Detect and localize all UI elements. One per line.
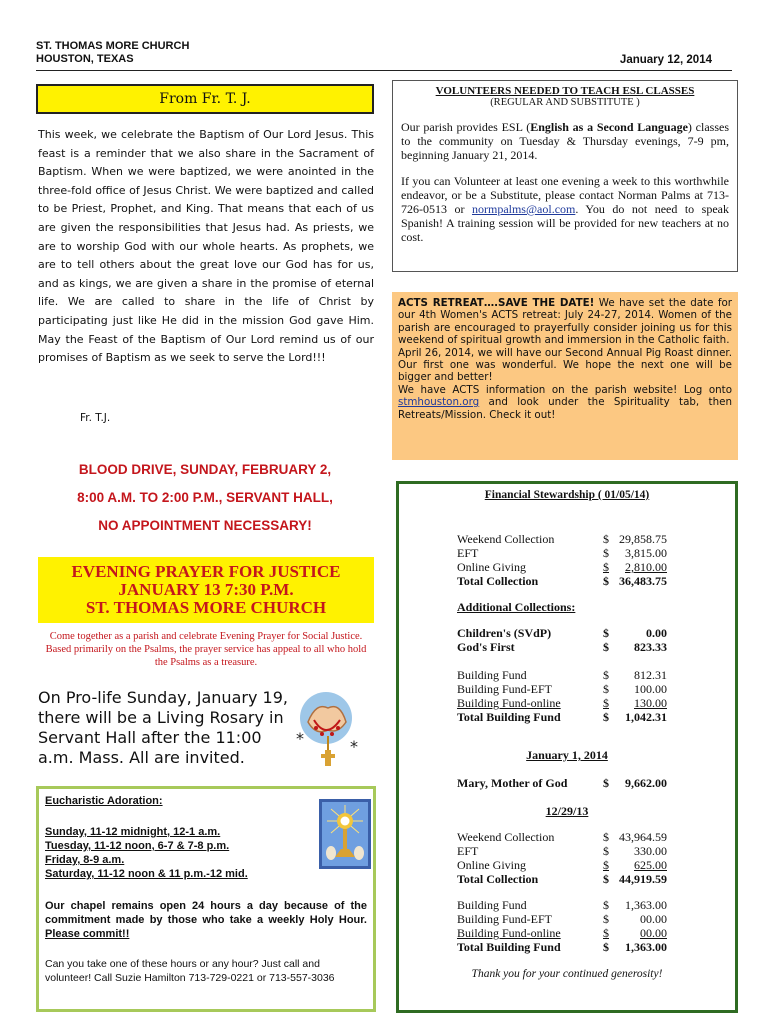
adoration-saturday: Saturday, 11-12 noon & 11 p.m.-12 mid. bbox=[45, 868, 248, 880]
church-name: ST. THOMAS MORE CHURCH bbox=[36, 40, 190, 52]
additional-row-svdp: Children's (SVdP) $ 0.00 bbox=[457, 626, 667, 640]
week2-row-weekend: Weekend Collection $ 43,964.59 bbox=[457, 830, 667, 844]
evening-prayer-description: Come together as a parish and celebrate Evening Prayer for Social Justice. Based primarily on the Psalms, the prayer service has appeal to all who hold the Psalms as a treasure. bbox=[45, 631, 367, 669]
building2-row-eft: Building Fund-EFT $ 00.00 bbox=[457, 912, 667, 926]
esl-title: VOLUNTEERS NEEDED TO TEACH ESL CLASSES bbox=[435, 85, 695, 97]
masthead bbox=[36, 40, 189, 66]
week1-row-online: Online Giving $ 2,810.00 bbox=[457, 560, 667, 574]
blood-drive-line-3: NO APPOINTMENT NECESSARY! bbox=[98, 518, 312, 533]
jan1-heading: January 1, 2014 bbox=[526, 748, 608, 762]
finance-title: Financial Stewardship ( 01/05/14) bbox=[484, 489, 650, 501]
additional-collections-heading: Additional Collections: bbox=[457, 600, 576, 614]
frtj-body: This week, we celebrate the Baptism of Our Lord Jesus. This feast is a reminder that we also share in the Sacrament of Baptism. When we were baptized, we were anointed in the three-fold office of Jesus Christ. We were baptized and called to be Priest, Prophet, and King. That means that each of us are given the responsibilities that Jesus had. As priests, we are to worship God with our whole hearts. As prophets, we are to tell others about the great love our God has for us, and as kings, we are given a share in the promise of eternal life. We are called to share in the life of Christ by participating just like He did in the mission God gave Him. May the Feast of the Baptism of Our Lord remind us of our promises of Baptism as we seek to serve the Lord!!! bbox=[38, 128, 374, 365]
bulletin-date: January 12, 2014 bbox=[619, 54, 712, 66]
esl-notice bbox=[392, 80, 738, 272]
acts-retreat-notice bbox=[392, 292, 738, 460]
frtj-title: From Fr. T. J. bbox=[159, 91, 251, 107]
week1-row-weekend: Weekend Collection $ 29,858.75 bbox=[457, 532, 667, 546]
frtj-title-box bbox=[36, 84, 374, 114]
parish-website-link[interactable]: stmhouston.org bbox=[398, 396, 480, 409]
svg-text:*: * bbox=[350, 737, 358, 756]
praying-hands-rosary-icon bbox=[286, 688, 372, 778]
jan1-row-mary: Mary, Mother of God $ 9,662.00 bbox=[457, 776, 667, 790]
week1-row-eft: EFT $ 3,815.00 bbox=[457, 546, 667, 560]
building1-row-total: Total Building Fund $ 1,042.31 bbox=[457, 710, 667, 724]
building1-row-fund: Building Fund $ 812.31 bbox=[457, 668, 667, 682]
week2-row-eft: EFT $ 330.00 bbox=[457, 844, 667, 858]
prolife-rosary-notice: On Pro-life Sunday, January 19, there will be a Living Rosary in Servant Hall after the 11:00 a.m. Mass. All are invited. bbox=[38, 688, 288, 767]
week2-row-total: Total Collection $ 44,919.59 bbox=[457, 872, 667, 886]
frtj-signature: Fr. T.J. bbox=[80, 412, 111, 424]
building2-row-fund: Building Fund $ 1,363.00 bbox=[457, 898, 667, 912]
esl-subtitle: (REGULAR AND SUBSTITUTE ) bbox=[490, 97, 640, 108]
week1-row-total: Total Collection $ 36,483.75 bbox=[457, 574, 667, 588]
building1-row-online: Building Fund-online $ 130.00 bbox=[457, 696, 667, 710]
building2-row-total: Total Building Fund $ 1,363.00 bbox=[457, 940, 667, 954]
esl-paragraph-1: Our parish provides ESL (English as a Second Language) classes to the community on Tuesday & Thursday evenings, 7-9 pm, beginning January 21, 2014. bbox=[401, 120, 729, 162]
adoration-call: Can you take one of these hours or any hour? Just call and volunteer! Call Suzie Hamilton 713-729-0221 or 713-557-3036 bbox=[45, 958, 335, 984]
acts-paragraph-1: ACTS RETREAT….SAVE THE DATE! We have set the date for our 4th Women's ACTS retreat: July 24-27, 2014. Women of the parish are encouraged to prayerfully consider joining us for this weekend of spiritual growth and immersion in the Catholic faith. bbox=[398, 297, 732, 347]
adoration-commitment: Our chapel remains open 24 hours a day because of the commitment made by those who take a weekly Holy Hour. Please commit!! bbox=[45, 900, 367, 940]
building2-row-online: Building Fund-online $ 00.00 bbox=[457, 926, 667, 940]
acts-paragraph-3: We have ACTS information on the parish website! Log onto stmhouston.org and look under the Spirituality tab, then Retreats/Mission. Check it out! bbox=[398, 383, 732, 421]
building1-row-eft: Building Fund-EFT $ 100.00 bbox=[457, 682, 667, 696]
week2-row-online: Online Giving $ 625.00 bbox=[457, 858, 667, 872]
acts-paragraph-2: April 26, 2014, we will have our Second Annual Pig Roast dinner. Our first one was wonderful. We hope the next one will be bigger and better! bbox=[398, 346, 732, 384]
esl-email-link[interactable]: normpalms@aol.com bbox=[471, 202, 576, 216]
adoration-tuesday: Tuesday, 11-12 noon, 6-7 & 7-8 p.m. bbox=[45, 840, 230, 852]
monstrance-icon bbox=[319, 799, 371, 869]
adoration-sunday: Sunday, 11-12 midnight, 12-1 a.m. bbox=[45, 826, 221, 838]
evening-prayer-time: JANUARY 13 7:30 P.M. bbox=[118, 580, 294, 599]
evening-prayer-title: EVENING PRAYER FOR JUSTICE bbox=[71, 562, 341, 581]
esl-paragraph-2: If you can Volunteer at least one evening a week to this worthwhile endeavor, or be a Substitute, please contact Norman Palms at 713-726-0513 or normpalms@aol.com. You do not need to speak Spanish! A training session will be provided for new teachers at no cost. bbox=[401, 174, 729, 244]
adoration-title: Eucharistic Adoration: bbox=[45, 795, 163, 807]
blood-drive-line-2: 8:00 A.M. TO 2:00 P.M., SERVANT HALL, bbox=[77, 490, 333, 505]
evening-prayer-place: ST. THOMAS MORE CHURCH bbox=[85, 598, 327, 617]
finance-thanks: Thank you for your continued generosity! bbox=[471, 968, 663, 980]
header-divider bbox=[36, 70, 732, 71]
adoration-friday: Friday, 8-9 a.m. bbox=[45, 854, 125, 866]
dec29-heading: 12/29/13 bbox=[545, 804, 589, 818]
eucharistic-adoration-box bbox=[36, 786, 376, 1012]
church-city: HOUSTON, TEXAS bbox=[36, 53, 134, 65]
additional-row-gods-first: God's First $ 823.33 bbox=[457, 640, 667, 654]
financial-stewardship-box bbox=[396, 481, 738, 1013]
blood-drive-line-1: BLOOD DRIVE, SUNDAY, FEBRUARY 2, bbox=[78, 462, 332, 477]
svg-text:*: * bbox=[296, 729, 304, 748]
